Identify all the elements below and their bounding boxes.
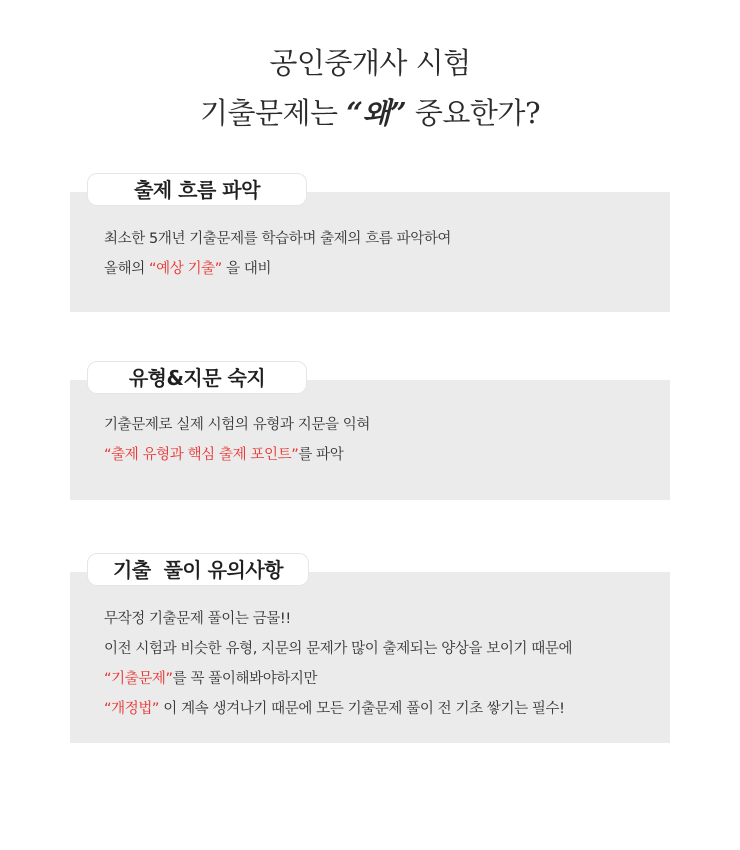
body-line-after: 을 대비 <box>221 261 272 277</box>
page-heading <box>0 38 740 138</box>
section-cautions <box>70 553 670 744</box>
section-type-passage <box>70 361 670 501</box>
section-body <box>104 410 370 470</box>
body-line-after: 를 꼭 풀이해봐야하지만 <box>172 671 318 687</box>
heading-line-2-prefix: 기출문제는 <box>199 96 347 130</box>
heading-emphasis: “왜” <box>346 96 407 130</box>
section-exam-flow <box>70 173 670 313</box>
section-title-tab: 기출 풀이 유의사항 <box>87 553 309 586</box>
body-line-before: 올해의 <box>104 261 150 277</box>
body-line: 기출문제로 실제 시험의 유형과 지문을 익혀 <box>104 417 370 433</box>
highlight-text: “예상 기출” <box>149 261 222 277</box>
section-body <box>104 224 451 284</box>
highlight-text: “출제 유형과 핵심 출제 포인트” <box>104 447 299 463</box>
body-line <box>104 694 572 724</box>
body-line <box>104 440 370 470</box>
section-body <box>104 604 572 724</box>
highlight-text: “개정법” <box>104 701 160 717</box>
section-title-tab: 출제 흐름 파악 <box>87 173 307 206</box>
body-line <box>104 664 572 694</box>
section-title-tab: 유형&지문 숙지 <box>87 361 307 394</box>
body-line-after: 를 파악 <box>298 447 344 463</box>
body-line-after: 이 계속 생겨나기 때문에 모든 기출문제 풀이 전 기초 쌓기는 필수! <box>159 701 565 717</box>
body-line <box>104 254 451 284</box>
body-line: 최소한 5개년 기출문제를 학습하며 출제의 흐름 파악하여 <box>104 231 452 247</box>
heading-line-2 <box>0 88 740 138</box>
heading-line-2-suffix: 중요한가? <box>406 96 540 130</box>
body-line: 이전 시험과 비슷한 유형, 지문의 문제가 많이 출제되는 양상을 보이기 때문에 <box>104 641 573 657</box>
highlight-text: “기출문제” <box>104 671 173 687</box>
heading-line-1: 공인중개사 시험 <box>269 46 471 80</box>
body-line: 무작정 기출문제 풀이는 금물!! <box>104 611 291 627</box>
